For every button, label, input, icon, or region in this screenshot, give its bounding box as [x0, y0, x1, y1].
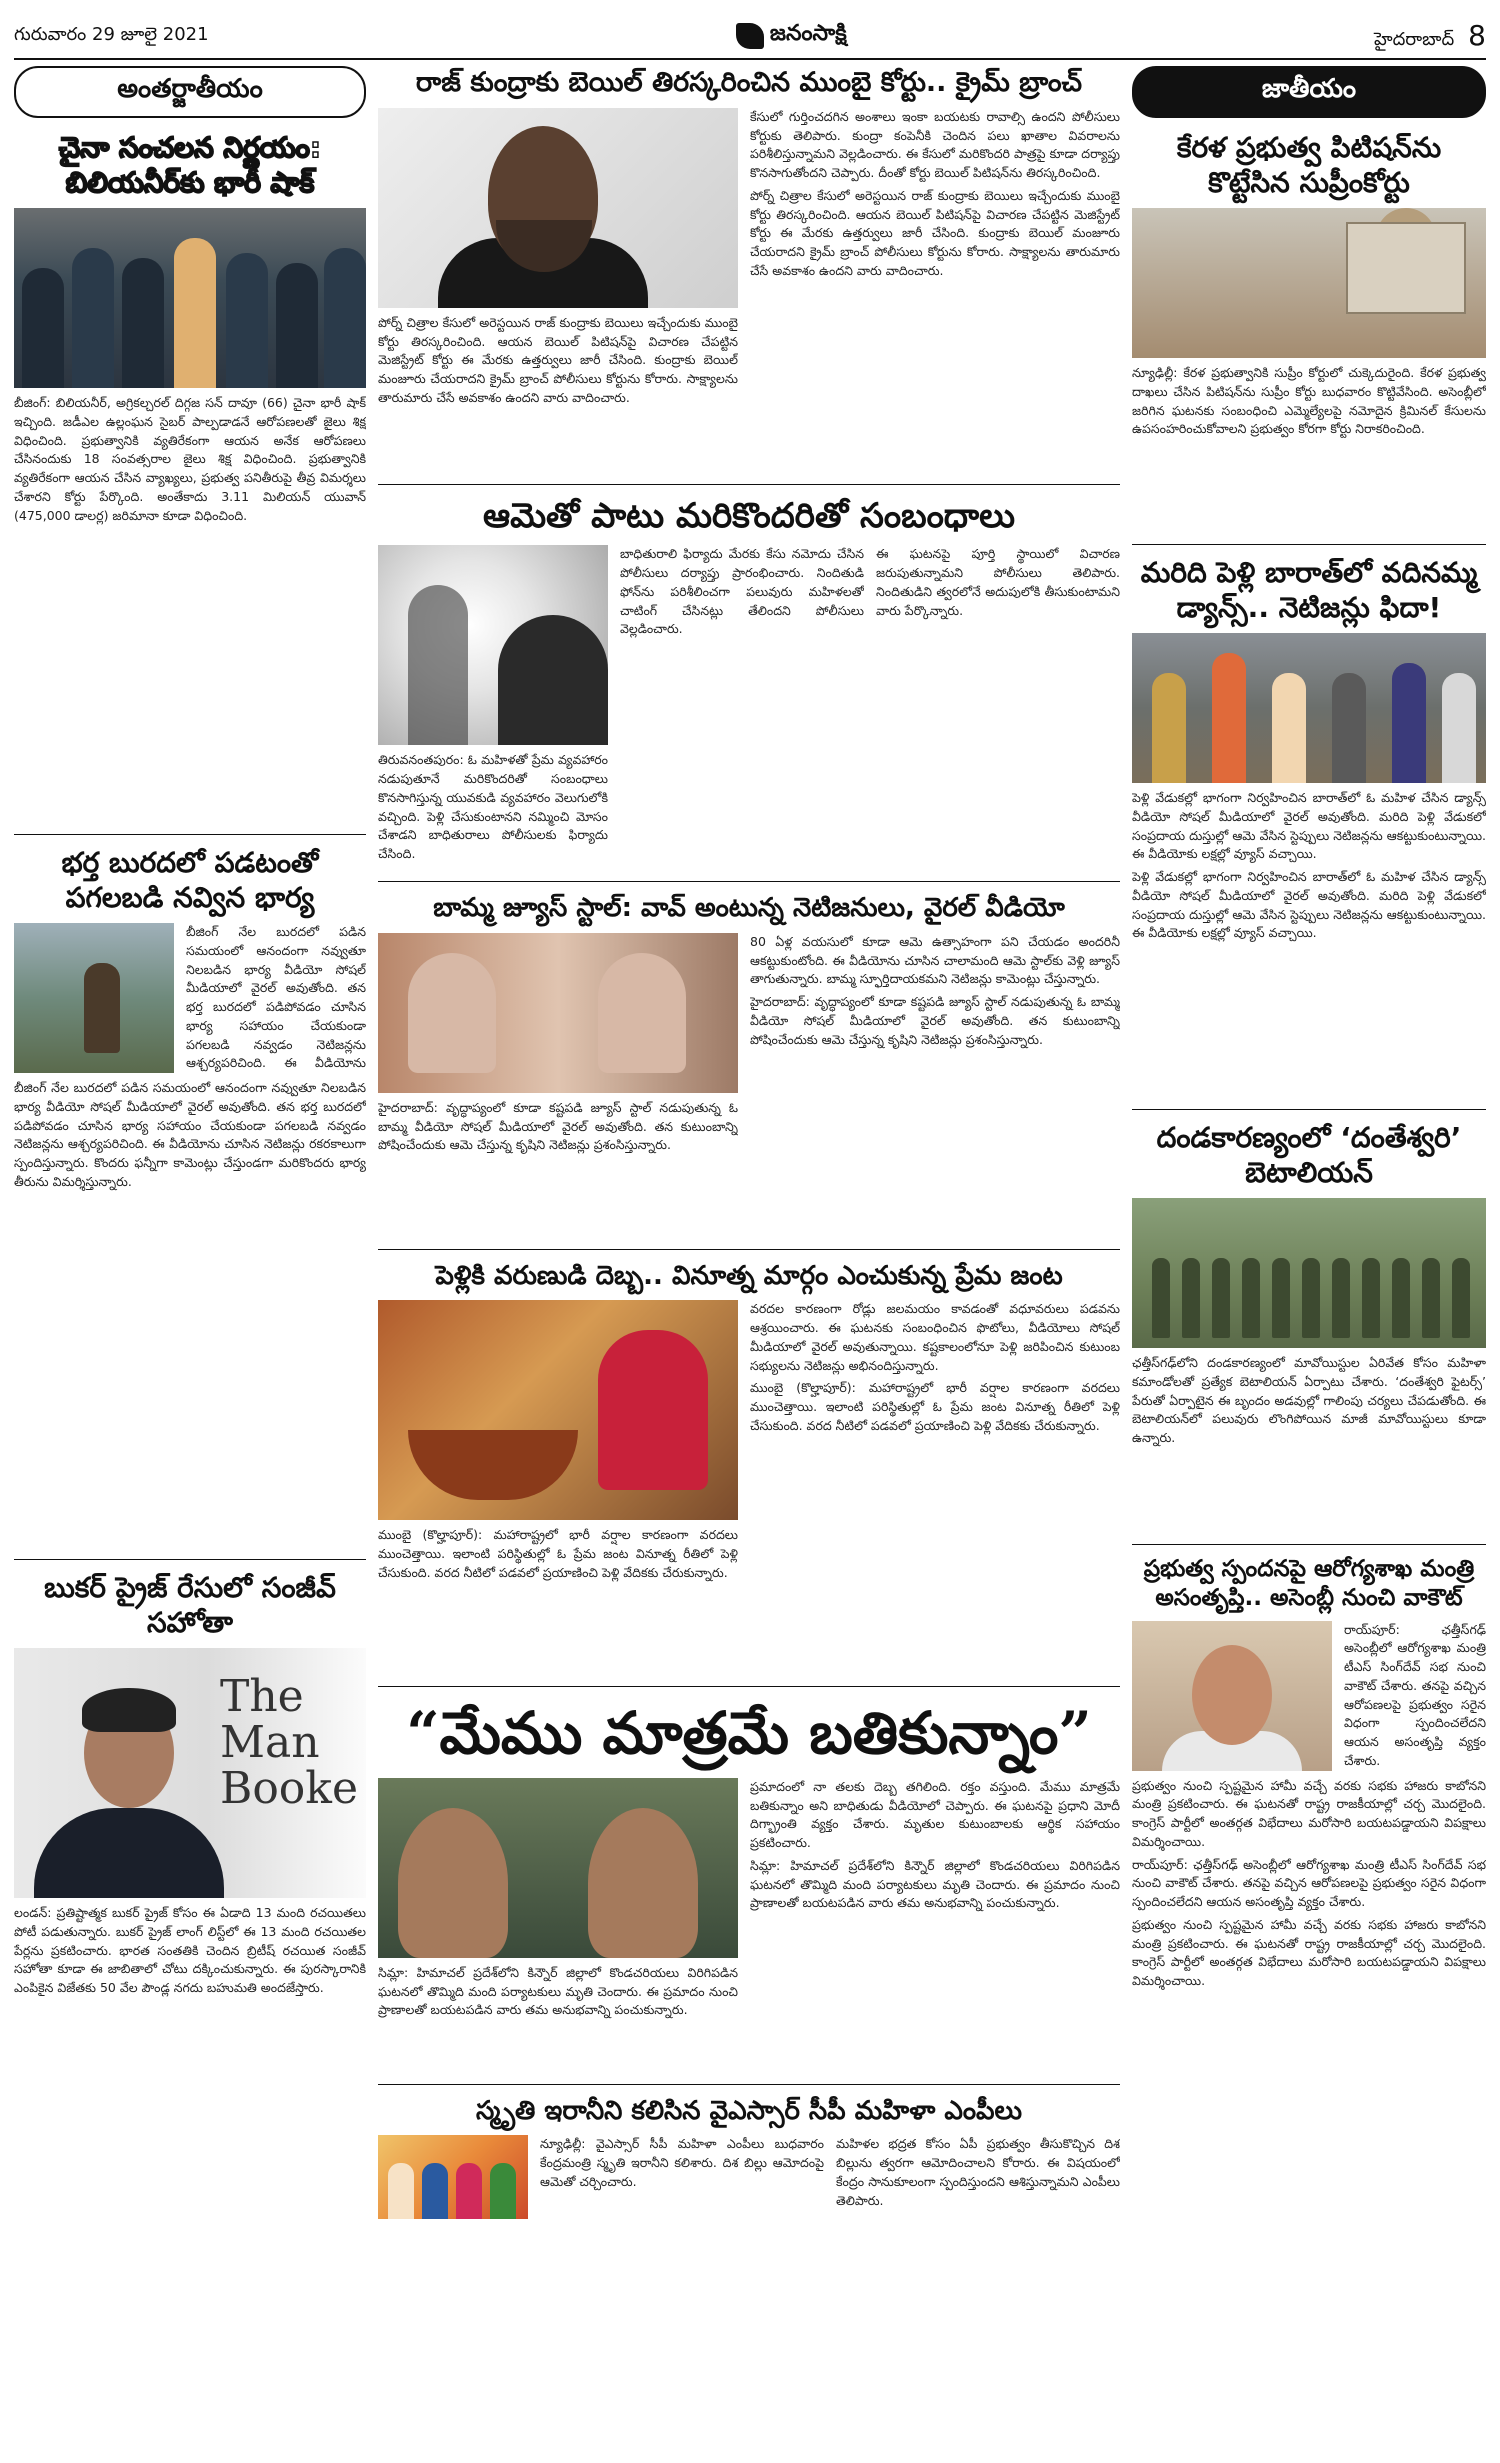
china-story-body: బీజింగ్: బిలియనీర్, అగ్రికల్చరల్ దిగ్గజ సన్ దావూ (66) చైనా భారీ షాక్ ఇచ్చింది. జడీఎల ఉల్లంఘన సైబర్ పాల్పడాడనే ఆరోపణలతో జైలు శిక్ష విధించింది. ప్రభుత్వానికి వ్యతిరేకంగా ఆయన అనేక ఆరోపణలు చేసినందుకు 18 సంవత్సరాల జైలు శిక్ష విధించింది. ప్రభుత్వానికి వ్యతిరేకంగా ఆయన చేసిన వ్యాఖ్యలు, ప్రభుత్వ పనితీరుపై తీవ్ర విమర్శలు చేశారని కోర్టు పేర్కొంది. అంతేకాదు 3.11 మిలియన్ యువాన్ (475,000 డాలర్ల) జరిమానా కూడా విధించింది. [14, 395, 366, 523]
dance-photo [1132, 633, 1486, 783]
minister-headline: ప్రభుత్వ స్పందనపై ఆరోగ్యశాఖ మంత్రి అసంతృప్తి.. అసెంబ్లీ నుంచి వాకౌట్ [1143, 1556, 1475, 1611]
minister-body-a: రాయ్‌పూర్: ఛత్తీస్‌గఢ్ అసెంబ్లీలో ఆరోగ్యశాఖ మంత్రి టీఎస్ సింగ్‌దేవ్ సభ నుంచి వాకౌట్ చేశారు. తనపై వచ్చిన ఆరోపణలపై ప్రభుత్వం సరైన విధంగా స్పందించలేదని ఆయన అసంతృప్తి వ్యక్తం చేశారు. [1344, 1621, 1486, 1768]
wedding-body-b: వరదల కారణంగా రోడ్లు జలమయం కావడంతో వధూవరులు పడవను ఆశ్రయించారు. ఈ ఘటనకు సంబంధించిన ఫొటోలు, వీడియోలు సోషల్ మీడియాలో వైరల్ అవుతున్నాయి. కష్టకాలంలోనూ పెళ్లి జరిపించిన కుటుంబ సభ్యులను నెటిజన్లు అభినందిస్తున్నారు. ముంబై (కొల్హాపూర్): మహారాష్ట్రలో భారీ వర్షాల కారణంగా వరదలు ముంచెత్తాయి. ఇలాంటి పరిస్థితుల్లో ఓ ప్రేమ జంట వినూత్న రీతిలో పెళ్లి చేసుకుంది. వరద నీటిలో పడవలో ప్రయాణించి పెళ్లి వేదికకు చేరుకున్నారు. [750, 1301, 1120, 1433]
wedding-headline: పెళ్లికి వరుణుడి దెబ్బ.. వినూత్న మార్గం ఎంచుకున్న ప్రేమ జంట [435, 1260, 1063, 1291]
booker-backdrop-text: The Man Booke [219, 1671, 358, 1815]
kundra-story-body-b: కేసులో గుర్తించదగిన అంశాలు ఇంకా బయటకు రావాల్సి ఉందని పోలీసులు కోర్టుకు తెలిపారు. కుంద్రా కంపెనీకి చెందిన పలు ఖాతాల వివరాలను పరిశీలిస్తున్నామని వెల్లడించారు. ఈ కేసులో మరికొందరి పాత్రపై కూడా దర్యాప్తు కొనసాగుతోందని చెప్పారు. దీంతో కోర్టు బెయిల్ పిటిషన్‌ను తిరస్కరించింది. పోర్న్ చిత్రాల కేసులో అరెస్టయిన రాజ్ కుంద్రాకు బెయిలు ఇచ్చేందుకు ముంబై కోర్టు తిరస్కరించింది. ఆయన బెయిల్ పిటిషన్‌పై విచారణ చేపట్టిన మెజిస్ట్రేట్ కోర్టు ఈ మేరకు ఉత్తర్వులు జారీ చేసింది. కుంద్రాకు బెయిల్ మంజూరు చేయరాదని క్రైమ్ బ్రాంచ్ పోలీసులు కోర్టును కోరారు. సాక్ష్యాలను తారుమారు చేసే అవకాశం ఉందని వారు వాదించారు. [750, 108, 1120, 278]
smriti-body-a: న్యూఢిల్లీ: వైఎస్సార్ సీపీ మహిళా ఎంపీలు బుధవారం కేంద్రమంత్రి స్మృతి ఇరానీని కలిశారు. దిశ బిల్లు ఆమోదంపై ఆమెతో చర్చించారు. [540, 2136, 824, 2189]
juice-photo [378, 933, 738, 1093]
kundra-photo [378, 108, 738, 308]
juice-body-b: 80 ఏళ్ల వయసులో కూడా ఆమె ఉత్సాహంగా పని చేయడం అందరినీ ఆకట్టుకుంటోంది. ఈ వీడియోను చూసిన చాలామంది ఆమె స్టాల్‌కు వెళ్లి జ్యూస్ తాగుతున్నారు. బామ్మ స్ఫూర్తిదాయకమని నెటిజన్లు కామెంట్లు చేస్తున్నారు. హైదరాబాద్: వృద్ధాప్యంలో కూడా కష్టపడి జ్యూస్ స్టాల్ నడుపుతున్న ఓ బామ్మ వీడియో సోషల్ మీడియాలో వైరల్ అవుతోంది. తన కుటుంబాన్ని పోషించేందుకు ఆమె చేస్తున్న కృషిని నెటిజన్లు ప్రశంసిస్తున్నారు. [750, 933, 1120, 1047]
issue-date: గురువారం 29 జూలై 2021 [14, 23, 209, 45]
china-headline: చైనా సంచలన నిర్ణయం: బిలియనీర్‌కు భారీ షాక్ [58, 131, 322, 199]
section-national: జాతీయం [1132, 66, 1486, 118]
survivors-body-b: ప్రమాదంలో నా తలకు దెబ్బ తగిలింది. రక్తం వస్తుంది. మేము మాత్రమే బతికున్నాం అని బాధితుడు వీడియోలో చెప్పారు. ఈ ఘటనపై ప్రధాని మోదీ దిగ్భ్రాంతి వ్యక్తం చేశారు. మృతుల కుటుంబాలకు ఆర్థిక సహాయం ప్రకటించారు. సిమ్లా: హిమాచల్ ప్రదేశ్‌లోని కిన్నౌర్ జిల్లాలో కొండచరియలు విరిగిపడిన ఘటనలో తొమ్మిది మంది పర్యాటకులు మృతి చెందారు. ఈ ప్రమాదం నుంచి ప్రాణాలతో బయటపడిన వారు తమ అనుభవాన్ని పంచుకున్నారు. [750, 1778, 1120, 1911]
mud-story-body: బీజింగ్ నేల బురదలో పడిన సమయంలో ఆనందంగా నవ్వుతూ నిలబడిన భార్య వీడియో సోషల్ మీడియాలో వైరల్ అవుతోంది. తన భర్త బురదలో పడిపోవడం చూసిన భార్య సహాయం చేయకుండా పగలబడి నవ్వడం నెటిజన్లను ఆశ్చర్యపరిచింది. ఈ వీడియోను చూసిన నెటిజన్లు రకరకాలుగా స్పందిస్తున్నారు. కొందరు ఫన్నీగా కామెంట్లు చేస్తుండగా మరికొందరు భార్య తీరును విమర్శిస్తున్నారు. [14, 1080, 366, 1189]
kundra-headline: రాజ్ కుంద్రాకు బెయిల్ తిరస్కరించిన ముంబై కోర్టు.. క్రైమ్ బ్రాంచ్ [415, 67, 1083, 98]
masthead [14, 14, 1486, 60]
smriti-photo [378, 2135, 528, 2219]
battalion-story-body: ఛత్తీస్‌గఢ్‌లోని దండకారణ్యంలో మావోయిస్టుల ఏరివేత కోసం మహిళా కమాండోలతో ప్రత్యేక బెటాలియన్ ఏర్పాటు చేశారు. ‘దంతేశ్వరి ఫైటర్స్’ పేరుతో ఏర్పాటైన ఈ బృందం అడవుల్లో గాలింపు చర్యలు చేపడుతోంది. ఈ బెటాలియన్‌లో పలువురు లొంగిపోయిన మాజీ మావోయిస్టులు కూడా ఉన్నారు. [1132, 1355, 1486, 1445]
booker-photo [14, 1648, 366, 1898]
relations-body-c: ఈ ఘటనపై పూర్తి స్థాయిలో విచారణ జరుపుతున్నామని పోలీసులు తెలిపారు. నిందితుడిని త్వరలోనే అదుపులోకి తీసుకుంటామని వారు పేర్కొన్నారు. [876, 546, 1120, 618]
relations-headline: ఆమెతో పాటు మరికొందరితో సంబంధాలు [482, 495, 1016, 536]
survivors-body-a: సిమ్లా: హిమాచల్ ప్రదేశ్‌లోని కిన్నౌర్ జిల్లాలో కొండచరియలు విరిగిపడిన ఘటనలో తొమ్మిది మంది పర్యాటకులు మృతి చెందారు. ఈ ప్రమాదం నుంచి ప్రాణాలతో బయటపడిన వారు తమ అనుభవాన్ని పంచుకున్నారు. [378, 1964, 738, 2018]
china-photo [14, 208, 366, 388]
left-column [14, 66, 366, 2114]
booker-story-body: లండన్: ప్రతిష్టాత్మక బుకర్ ప్రైజ్ కోసం ఈ ఏడాది 13 మంది రచయితలు పోటీ పడుతున్నారు. బుకర్ ప్రైజ్ లాంగ్ లిస్ట్‌లో ఈ 13 మంది రచయితల పేర్లను ప్రకటించారు. భారత సంతతికి చెందిన బ్రిటీష్ రచయిత సంజీవ్ సహోతా కూడా ఈ జాబితాలో చోటు దక్కించుకున్నారు. ఈ పురస్కారానికి ఎంపికైన విజేతకు 50 వేల పౌండ్ల నగదు బహుమతి అందజేస్తారు. [14, 1905, 366, 1995]
juice-headline: బామ్మ జ్యూస్ స్టాల్: వావ్ అంటున్న నెటిజనులు, వైరల్ వీడియో [433, 893, 1065, 924]
mud-photo [14, 923, 174, 1073]
paper-logo [736, 21, 847, 51]
dance-headline: మరిది పెళ్లి బారాత్‌లో వదినమ్మ డ్యాన్స్.. నెటిజన్లు ఫిదా! [1140, 556, 1478, 624]
edition-city: హైదరాబాద్ [1373, 28, 1455, 50]
relations-body-b: బాధితురాలి ఫిర్యాదు మేరకు కేసు నమోదు చేసిన పోలీసులు దర్యాప్తు ప్రారంభించారు. నిందితుడి ఫోన్‌ను పరిశీలించగా పలువురు మహిళలతో చాటింగ్ చేసినట్లు తేలిందని పోలీసులు వెల్లడించారు. [620, 546, 864, 637]
booker-headline: బుకర్ ప్రైజ్ రేసులో సంజీవ్ సహోతా [44, 1571, 336, 1639]
survivors-headline: “మేము మాత్రమే బతికున్నాం” [406, 1699, 1092, 1768]
kundra-story-body-a: పోర్న్ చిత్రాల కేసులో అరెస్టయిన రాజ్ కుంద్రాకు బెయిలు ఇచ్చేందుకు ముంబై కోర్టు తిరస్కరించింది. ఆయన బెయిల్ పిటిషన్‌పై విచారణ చేపట్టిన మెజిస్ట్రేట్ కోర్టు ఈ మేరకు ఉత్తర్వులు జారీ చేసింది. కుంద్రాకు బెయిల్ మంజూరు చేయరాదని క్రైమ్ బ్రాంచ్ పోలీసులు కోర్టును కోరారు. సాక్ష్యాలను తారుమారు చేసే అవకాశం ఉందని వారు వాదించారు. [378, 314, 738, 405]
kerala-photo [1132, 208, 1486, 358]
paper-name: జనంసాక్షి [769, 21, 847, 46]
minister-photo [1132, 1621, 1332, 1771]
logo-icon [736, 23, 764, 49]
wedding-body-a: ముంబై (కొల్హాపూర్): మహారాష్ట్రలో భారీ వర్షాల కారణంగా వరదలు ముంచెత్తాయి. ఇలాంటి పరిస్థితుల్లో ఓ ప్రేమ జంట వినూత్న రీతిలో పెళ్లి చేసుకుంది. వరద నీటిలో పడవలో ప్రయాణించి పెళ్లి వేదికకు చేరుకున్నారు. [378, 1527, 738, 1580]
minister-body-b: ప్రభుత్వం నుంచి స్పష్టమైన హామీ వచ్చే వరకు సభకు హాజరు కాబోనని మంత్రి ప్రకటించారు. ఈ ఘటనతో రాష్ట్ర రాజకీయాల్లో చర్చ మొదలైంది. కాంగ్రెస్ పార్టీలో అంతర్గత విభేదాలు మరోసారి బయటపడ్డాయని విపక్షాలు విమర్శించాయి. రాయ్‌పూర్: ఛత్తీస్‌గఢ్ అసెంబ్లీలో ఆరోగ్యశాఖ మంత్రి టీఎస్ సింగ్‌దేవ్ సభ నుంచి వాకౌట్ చేశారు. తనపై వచ్చిన ఆరోపణలపై ప్రభుత్వం సరైన విధంగా స్పందించలేదని ఆయన అసంతృప్తి వ్యక్తం చేశారు. ప్రభుత్వం నుంచి స్పష్టమైన హామీ వచ్చే వరకు సభకు హాజరు కాబోనని మంత్రి ప్రకటించారు. ఈ ఘటనతో రాష్ట్ర రాజకీయాల్లో చర్చ మొదలైంది. కాంగ్రెస్ పార్టీలో అంతర్గత విభేదాలు మరోసారి బయటపడ్డాయని విపక్షాలు విమర్శించాయి. [1132, 1777, 1486, 1988]
survivors-photo [378, 1778, 738, 1958]
wedding-photo [378, 1300, 738, 1520]
page-number: 8 [1468, 18, 1486, 52]
right-column [1132, 66, 1486, 2197]
kerala-headline: కేరళ ప్రభుత్వ పిటిషన్‌ను కొట్టేసిన సుప్రీంకోర్టు [1176, 131, 1442, 199]
kerala-story-body: న్యూఢిల్లీ: కేరళ ప్రభుత్వానికి సుప్రీం కోర్టులో చుక్కెదురైంది. కేరళ ప్రభుత్వ దాఖలు చేసిన పిటిషన్‌ను సుప్రీం కోర్టు బుధవారం కొట్టివేసింది. అసెంబ్లీలో జరిగిన ఘటనకు సంబంధించి ఎమ్మెల్యేలపై నమోదైన క్రిమినల్ కేసులను ఉపసంహరించుకోవాలని ప్రభుత్వం కోరగా కోర్టు నిరాకరించింది. [1132, 365, 1486, 437]
battalion-headline: దండకారణ్యంలో ‘దంతేశ్వరి’ బెటాలియన్ [1156, 1121, 1462, 1189]
smriti-headline: స్మృతి ఇరానీని కలిసిన వైఎస్సార్ సీపీ మహిళా ఎంపీలు [476, 2095, 1022, 2126]
section-international: అంతర్జాతీయం [14, 66, 366, 118]
page-info [1374, 19, 1486, 54]
dance-story-body: పెళ్లి వేడుకల్లో భాగంగా నిర్వహించిన బారాత్‌లో ఓ మహిళ చేసిన డ్యాన్స్ వీడియో సోషల్ మీడియాలో వైరల్ అవుతోంది. మరిది పెళ్లి వేడుకలో సంప్రదాయ దుస్తుల్లో ఆమె వేసిన స్టెప్పులు నెటిజన్లను ఆకట్టుకుంటున్నాయి. ఈ వీడియోకు లక్షల్లో వ్యూస్ వచ్చాయి. పెళ్లి వేడుకల్లో భాగంగా నిర్వహించిన బారాత్‌లో ఓ మహిళ చేసిన డ్యాన్స్ వీడియో సోషల్ మీడియాలో వైరల్ అవుతోంది. మరిది పెళ్లి వేడుకలో సంప్రదాయ దుస్తుల్లో ఆమె వేసిన స్టెప్పులు నెటిజన్లను ఆకట్టుకుంటున్నాయి. ఈ వీడియోకు లక్షల్లో వ్యూస్ వచ్చాయి. [1132, 790, 1486, 941]
juice-body-a: హైదరాబాద్: వృద్ధాప్యంలో కూడా కష్టపడి జ్యూస్ స్టాల్ నడుపుతున్న ఓ బామ్మ వీడియో సోషల్ మీడియాలో వైరల్ అవుతోంది. తన కుటుంబాన్ని పోషించేందుకు ఆమె చేస్తున్న కృషిని నెటిజన్లు ప్రశంసిస్తున్నారు. [378, 1099, 738, 1153]
relations-photo [378, 545, 608, 745]
mud-story-intro: బీజింగ్ నేల బురదలో పడిన సమయంలో ఆనందంగా నవ్వుతూ నిలబడిన భార్య వీడియో సోషల్ మీడియాలో వైరల్ అవుతోంది. తన భర్త బురదలో పడిపోవడం చూసిన భార్య సహాయం చేయకుండా పగలబడి నవ్వడం నెటిజన్లను ఆశ్చర్యపరిచింది. ఈ వీడియోను [186, 924, 366, 1071]
battalion-photo [1132, 1198, 1486, 1348]
smriti-body-b: మహిళల భద్రత కోసం ఏపీ ప్రభుత్వం తీసుకొచ్చిన దిశ బిల్లును త్వరగా ఆమోదించాలని కోరారు. ఈ విషయంలో కేంద్రం సానుకూలంగా స్పందిస్తుందని ఆశిస్తున్నామని ఎంపీలు తెలిపారు. [836, 2136, 1120, 2208]
middle-column [378, 66, 1120, 2219]
mud-headline: భర్త బురదలో పడటంతో పగలబడి నవ్విన భార్య [61, 846, 319, 914]
relations-body-a: తిరువనంతపురం: ఓ మహిళతో ప్రేమ వ్యవహారం నడుపుతూనే మరికొందరితో సంబంధాలు కొనసాగిస్తున్న యువకుడి వ్యవహారం వెలుగులోకి వచ్చింది. పెళ్లి చేసుకుంటానని నమ్మించి మోసం చేశాడని బాధితురాలు పోలీసులకు ఫిర్యాదు చేసింది. [378, 752, 608, 861]
